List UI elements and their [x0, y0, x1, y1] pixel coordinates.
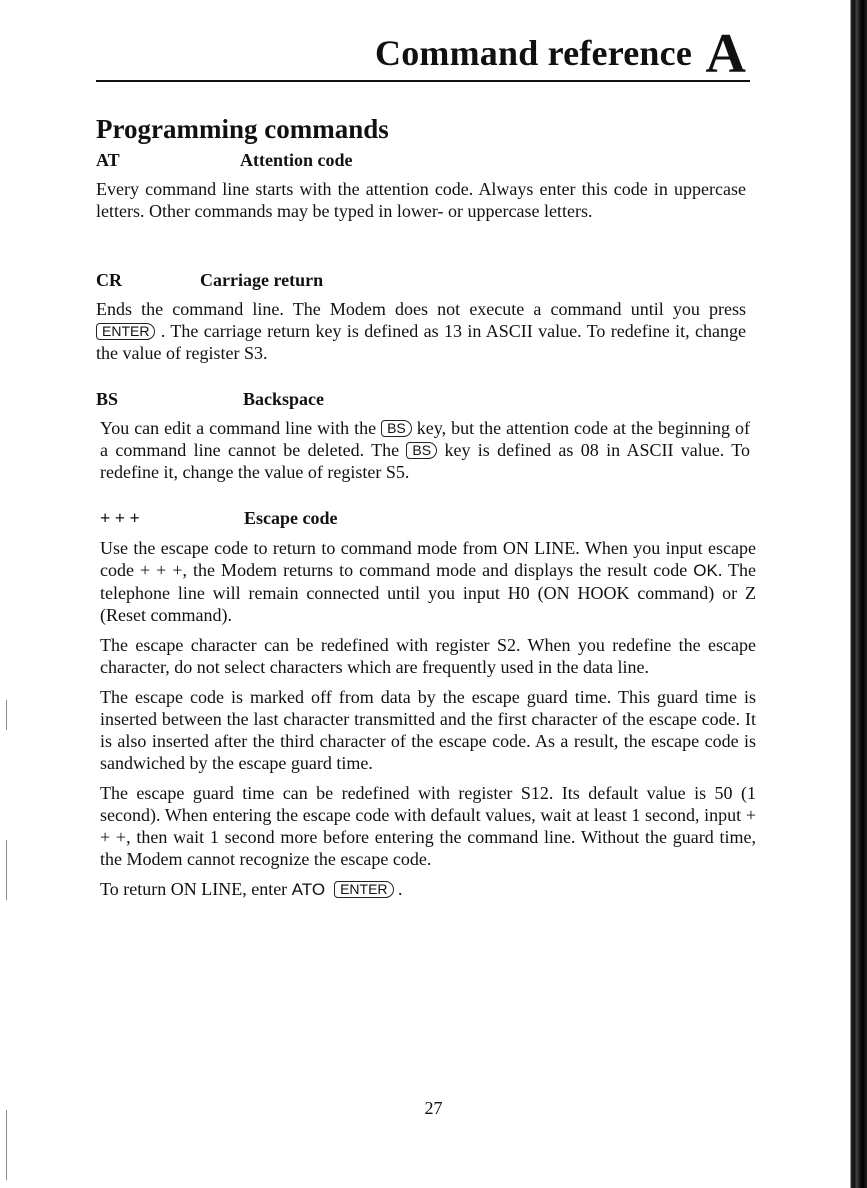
escape-paragraph-1 — [100, 537, 756, 626]
escape-paragraph-2: The escape character can be redefined with register S2. When you redefine the escape character, do not select characters which are frequently used in the data line. — [100, 635, 756, 677]
section-title: Programming commands — [96, 114, 389, 144]
bs-key: BS — [381, 420, 412, 437]
text-run: To return ON LINE, enter — [100, 879, 288, 899]
chapter-title: Command reference — [375, 33, 692, 73]
command-ato: ATO — [291, 880, 326, 899]
term-name: Attention code — [240, 150, 353, 170]
term-code: AT — [96, 150, 120, 170]
scan-edge — [841, 0, 867, 1188]
text-run: You can edit a command line with the — [100, 418, 377, 438]
entry-escape — [100, 508, 756, 901]
result-code-ok: OK — [693, 561, 718, 580]
bs-key: BS — [406, 442, 437, 459]
enter-key: ENTER — [334, 881, 393, 898]
term-code: BS — [96, 389, 119, 409]
term-name: Escape code — [244, 508, 338, 528]
term-code: CR — [96, 270, 122, 290]
scan-speck — [6, 700, 7, 730]
text-run: . The carriage return key is defined as 13 in ASCII value. To redefine it, change the value of register S3. — [96, 321, 746, 363]
term-description — [100, 417, 750, 483]
text-run: . The telephone line will remain connected until you input H0 (ON HOOK command) or Z (Reset command). — [100, 560, 756, 625]
scan-speck — [6, 840, 7, 900]
term-description — [96, 298, 746, 364]
term-description: Every command line starts with the attention code. Always enter this code in uppercase letters. Other commands may be typed in lower- or uppercase letters. — [96, 179, 746, 221]
term-code: + + + — [100, 508, 140, 528]
entry-at — [96, 150, 746, 222]
text-run: . — [398, 879, 403, 899]
appendix-letter: A — [705, 23, 746, 85]
term-name: Carriage return — [200, 270, 324, 290]
entry-bs — [96, 389, 751, 483]
entry-cr — [96, 270, 746, 364]
escape-paragraph-4: The escape guard time can be redefined with register S12. Its default value is 50 (1 second). When entering the escape code with default values, wait at least 1 second, input + + +, then wait 1 second more before entering the command line. Without the guard time, the Modem cannot recognize the escape code. — [100, 783, 756, 869]
scan-speck — [6, 1110, 7, 1180]
text-run: key, but the attention code at the beginning of a command line cannot be deleted. The — [100, 418, 750, 460]
escape-paragraph-5 — [100, 878, 756, 901]
page-number: 27 — [424, 1098, 443, 1118]
escape-paragraph-3: The escape code is marked off from data by the escape guard time. This guard time is inserted between the last character transmitted and the first character of the escape code. It is also inserted after the third character of the escape code. As a result, the escape code is sandwiched by the escape guard time. — [100, 687, 756, 773]
term-name: Backspace — [243, 389, 324, 409]
chapter-header — [96, 14, 750, 85]
text-run: Use the escape code to return to command mode from ON LINE. When you input escape code + + +, the Modem returns to command mode and displays the result code — [100, 538, 756, 580]
text-run: key is defined as 08 in ASCII value. To redefine it, change the value of register S5. — [100, 440, 751, 482]
text-run: Ends the command line. The Modem does not execute a command until you press — [96, 299, 746, 319]
enter-key: ENTER — [96, 323, 155, 340]
